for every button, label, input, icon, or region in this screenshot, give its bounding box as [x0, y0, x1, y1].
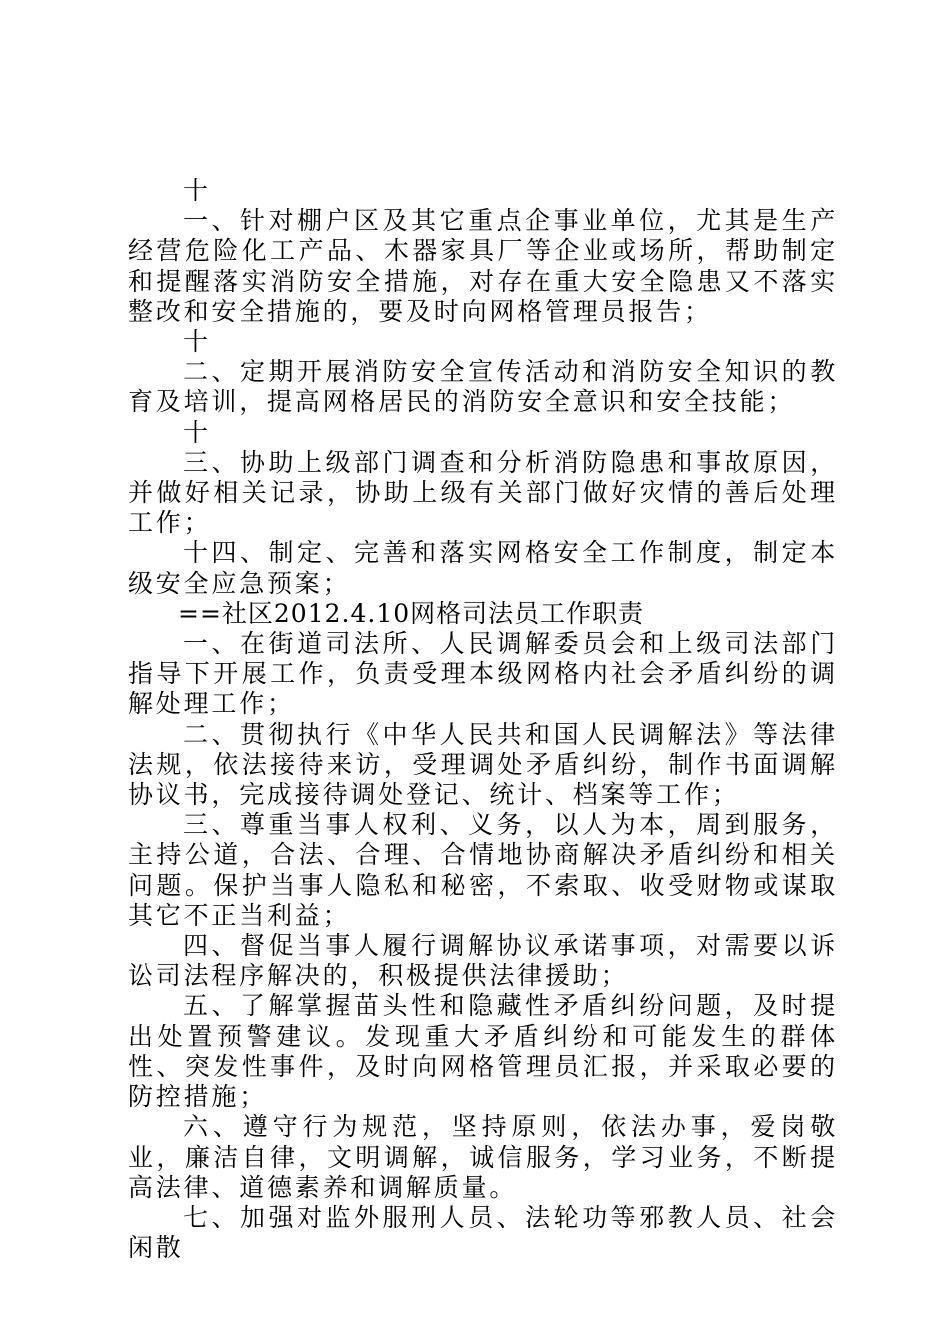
- paragraph-item-14: 十四、制定、完善和落实网格安全工作制度，制定本级安全应急预案；: [128, 538, 838, 598]
- paragraph-duty-4: 四、督促当事人履行调解协议承诺事项，对需要以诉讼司法程序解决的，积极提供法律援助；: [128, 931, 838, 991]
- paragraph-duty-1: 一、在街道司法所、人民调解委员会和上级司法部门指导下开展工作，负责受理本级网格内社会矛盾纠纷的调解处理工作；: [128, 629, 838, 719]
- paragraph-duty-3: 三、尊重当事人权利、义务，以人为本，周到服务，主持公道，合法、合理、合情地协商解决矛盾纠纷和相关问题。保护当事人隐私和秘密，不索取、收受财物或谋取其它不正当利益；: [128, 810, 838, 930]
- section-heading: ==社区2012.4.10网格司法员工作职责: [178, 598, 645, 628]
- paragraph-duty-5: 五、了解掌握苗头性和隐藏性矛盾纠纷问题，及时提出处置预警建议。发现重大矛盾纠纷和可能发生的群体性、突发性事件，及时向网格管理员汇报，并采取必要的防控措施；: [128, 991, 838, 1112]
- paragraph-item-13: 三、协助上级部门调查和分析消防隐患和事故原因，并做好相关记录，协助上级有关部门做好灾情的善后处理工作；: [128, 447, 838, 538]
- document-body: [128, 176, 838, 1263]
- paragraph-numeral-10b: 十: [183, 327, 211, 357]
- paragraph-duty-2: 二、贯彻执行《中华人民共和国人民调解法》等法律法规，依法接待来访，受理调处矛盾纠纷，制作书面调解协议书，完成接待调处登记、统计、档案等工作；: [128, 719, 838, 810]
- paragraph-numeral-10: 十: [183, 176, 211, 205]
- paragraph-duty-6: 六、遵守行为规范，坚持原则，依法办事，爱岗敬业，廉洁自律，文明调解，诚信服务，学习业务，不断提高法律、道德素养和调解质量。: [128, 1112, 838, 1202]
- paragraph-numeral-10c: 十: [183, 417, 211, 447]
- paragraph-duty-7: 七、加强对监外服刑人员、法轮功等邪教人员、社会闲散: [128, 1202, 838, 1263]
- paragraph-item-11: 一、针对棚户区及其它重点企事业单位，尤其是生产经营危险化工产品、木器家具厂等企业或场所，帮助制定和提醒落实消防安全措施，对存在重大安全隐患又不落实整改和安全措施的，要及时向网格管理员报告；: [128, 206, 838, 326]
- paragraph-item-12: 二、定期开展消防安全宣传活动和消防安全知识的教育及培训，提高网格居民的消防安全意识和安全技能；: [128, 357, 838, 417]
